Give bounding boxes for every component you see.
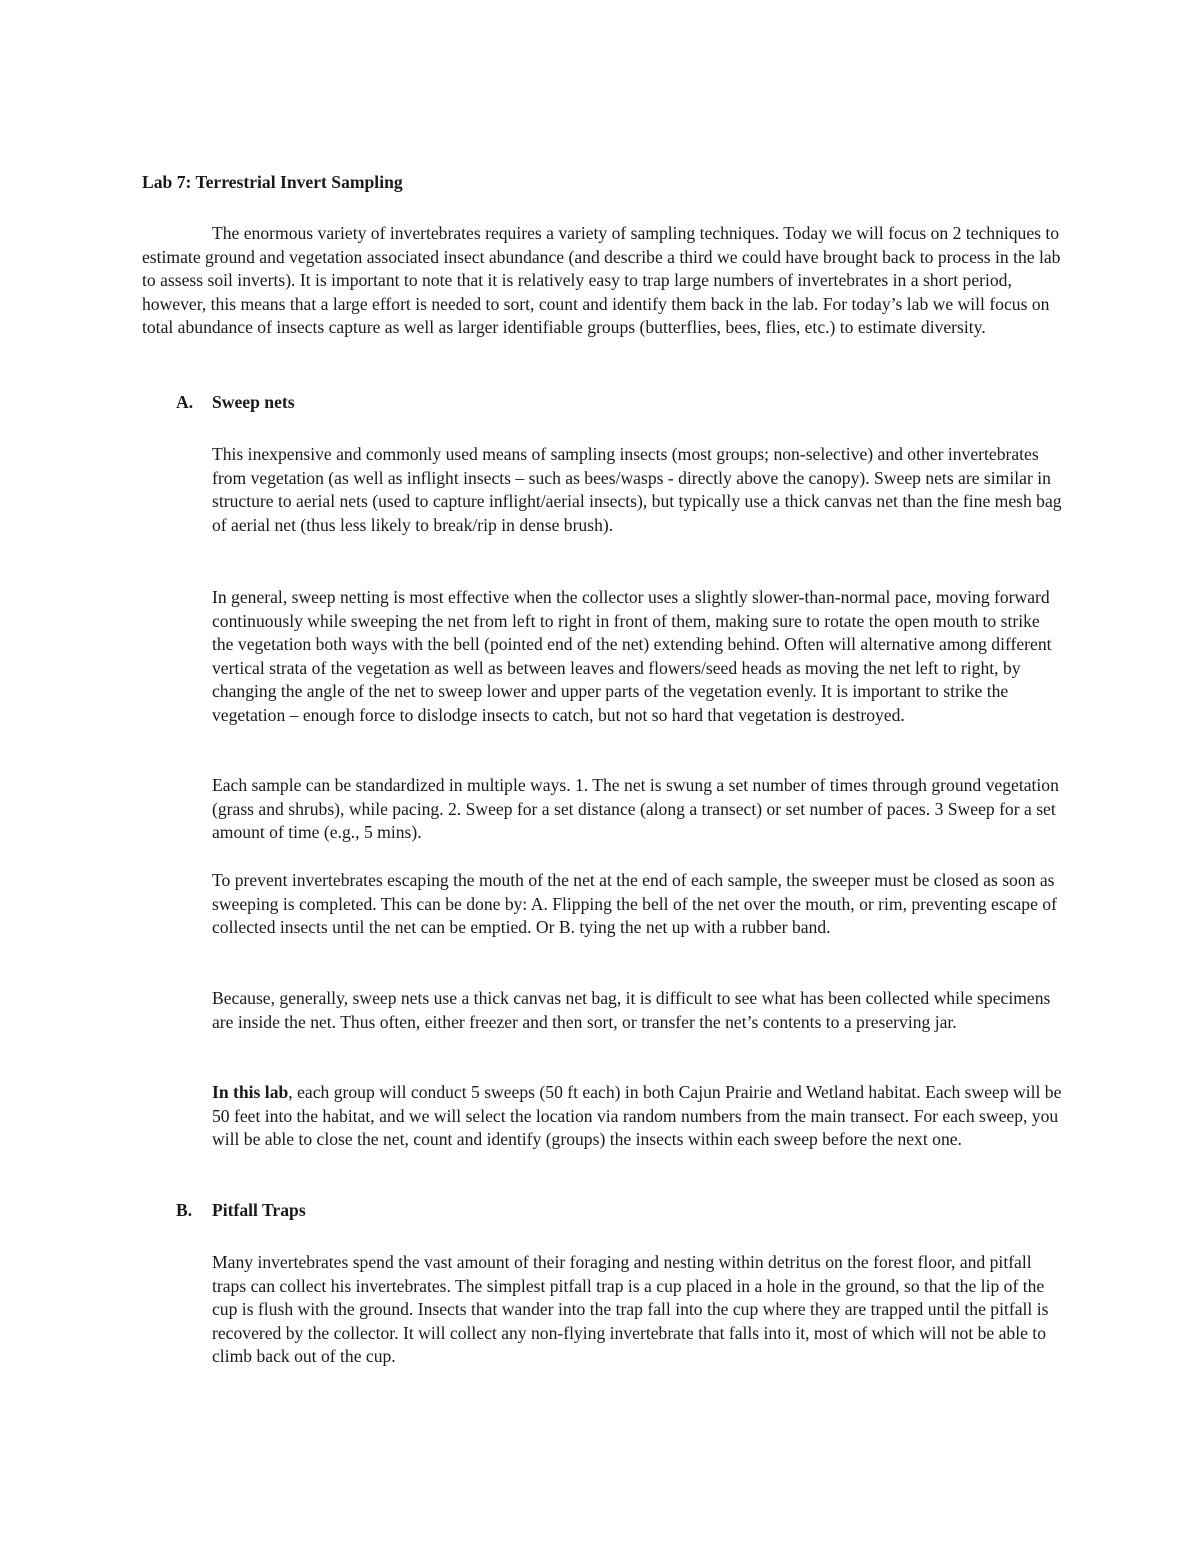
section-letter: B.: [176, 1200, 193, 1220]
page-title: Lab 7: Terrestrial Invert Sampling: [142, 172, 403, 192]
sweep-nets-paragraph-1: This inexpensive and commonly used means of sampling insects (most groups; non-selective) and other invertebrates from vegetation (as well as inflight insects – such as bees/wasps - directly above the canopy). Sweep nets are similar in structure to aerial nets (used to capture inflight/aerial insects), but typically use a thick canvas net than the fine mesh bag of aerial net (thus less likely to break/rip in dense brush).: [212, 444, 1062, 535]
sweep-nets-paragraph-5: Because, generally, sweep nets use a thick canvas net bag, it is difficult to see what has been collected while specimens are inside the net. Thus often, either freezer and then sort, or transfer the net’s contents to a preserving jar.: [212, 988, 1051, 1032]
section-letter: A.: [176, 392, 194, 412]
sweep-nets-paragraph-3: Each sample can be standardized in multiple ways. 1. The net is swung a set number of times through ground vegetation (grass and shrubs), while pacing. 2. Sweep for a set distance (along a transect) or set number of paces. 3 Sweep for a set amount of time (e.g., 5 mins).: [212, 775, 1059, 842]
sweep-nets-paragraph-4: To prevent invertebrates escaping the mouth of the net at the end of each sample, the sweeper must be closed as soon as sweeping is completed. This can be done by: A. Flipping the bell of the net over the mouth, or rim, preventing escape of collected insects until the net can be emptied. Or B. tying the net up with a rubber band.: [212, 870, 1057, 937]
in-this-lab-text: , each group will conduct 5 sweeps (50 ft each) in both Cajun Prairie and Wetland habitat. Each sweep will be 50 feet into the habitat, and we will select the location via random numbers from the main transect. For each sweep, you will be able to close the net, count and identify (groups) the insects within each sweep before the next one.: [212, 1082, 1062, 1149]
section-title: Pitfall Traps: [212, 1200, 306, 1220]
in-this-lab-lead: In this lab: [212, 1082, 289, 1102]
in-this-lab-paragraph: [212, 1081, 1062, 1152]
section-heading-pitfall-traps: [176, 1199, 306, 1223]
section-title: Sweep nets: [212, 392, 295, 412]
sweep-nets-paragraph-2: In general, sweep netting is most effective when the collector uses a slightly slower-than-normal pace, moving forward continuously while sweeping the net from left to right in front of them, making sure to rotate the open mouth to strike the vegetation both ways with the bell (pointed end of the net) extending behind. Often will alternative among different vertical strata of the vegetation as well as between leaves and flowers/seed heads as moving the net left to right, by changing the angle of the net to sweep lower and upper parts of the vegetation evenly. It is important to strike the vegetation – enough force to dislodge insects to catch, but not so hard that vegetation is destroyed.: [212, 587, 1052, 725]
section-heading-sweep-nets: [176, 391, 295, 415]
pitfall-traps-paragraph-1: Many invertebrates spend the vast amount of their foraging and nesting within detritus on the forest floor, and pitfall traps can collect his invertebrates. The simplest pitfall trap is a cup placed in a hole in the ground, so that the lip of the cup is flush with the ground. Insects that wander into the trap fall into the cup where they are trapped until the pitfall is recovered by the collector. It will collect any non-flying invertebrate that falls into it, most of which will not be able to climb back out of the cup.: [212, 1252, 1049, 1366]
intro-paragraph: The enormous variety of invertebrates requires a variety of sampling techniques. Today we will focus on 2 techniques to estimate ground and vegetation associated insect abundance (and describe a third we could have brought back to process in the lab to assess soil inverts). It is important to note that it is relatively easy to trap large numbers of invertebrates in a short period, however, this means that a large effort is needed to sort, count and identify them back in the lab. For today’s lab we will focus on total abundance of insects capture as well as larger identifiable groups (butterflies, bees, flies, etc.) to estimate diversity.: [142, 223, 1061, 337]
